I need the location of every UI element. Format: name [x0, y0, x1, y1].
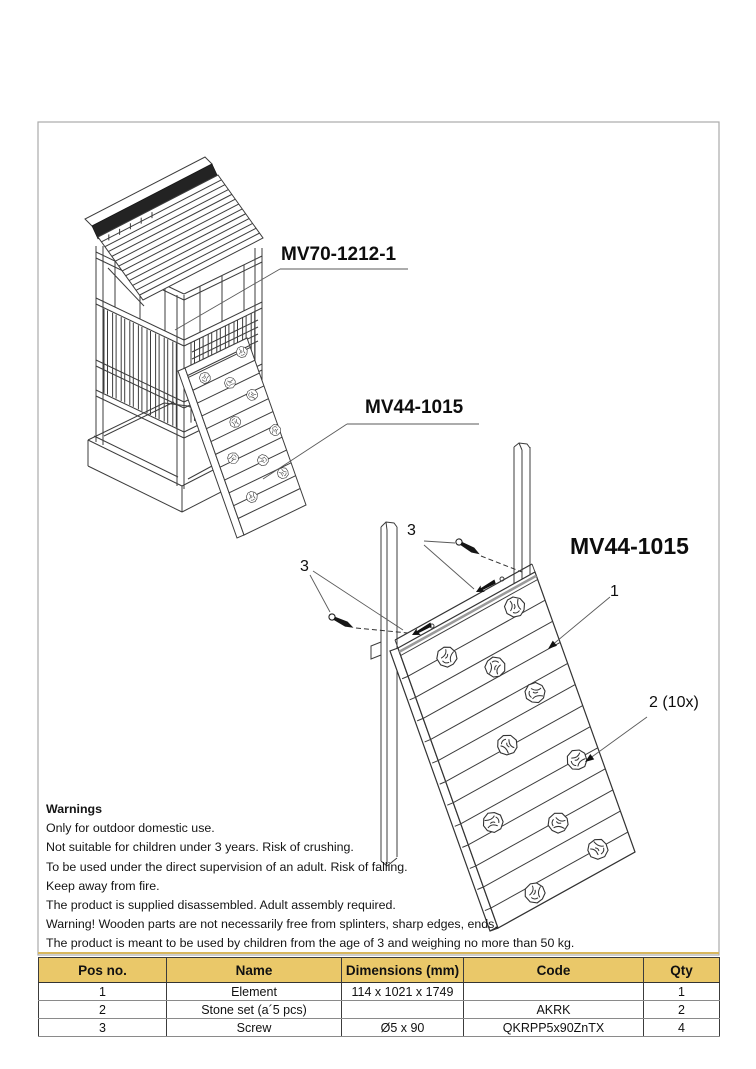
table-cell: Screw	[167, 1019, 342, 1037]
table-cell: 1	[644, 983, 720, 1001]
callout-1: 1	[610, 583, 619, 600]
post-cleat	[371, 642, 381, 659]
right-post	[514, 443, 530, 584]
warning-line: Only for outdoor domestic use.	[46, 821, 215, 836]
table-cell: 114 x 1021 x 1749	[342, 983, 464, 1001]
screw-icon	[474, 579, 497, 595]
screw-icon	[455, 538, 481, 557]
callout-3-left: 3	[300, 558, 309, 575]
tower-roof	[85, 157, 263, 300]
stone-icon	[525, 683, 545, 703]
screw-icon	[328, 613, 355, 631]
table-header-cell: Code	[464, 958, 644, 983]
warning-line: Warning! Wooden parts are not necessarily free from splinters, sharp edges, ends.	[46, 917, 498, 932]
attached-wall-model-label: MV44-1015	[365, 397, 464, 418]
table-header-cell: Qty	[644, 958, 720, 983]
callout-3-top: 3	[407, 522, 416, 539]
warning-line: The product is meant to be used by children from the age of 3 and weighing no more than 50 kg.	[46, 936, 575, 951]
callout-2-10x: 2 (10x)	[649, 694, 699, 711]
table-cell: QKRPP5x90ZnTX	[464, 1019, 644, 1037]
detail-title: MV44-1015	[570, 533, 689, 559]
parts-table	[38, 957, 720, 1037]
table-header-cell: Pos no.	[39, 958, 167, 983]
table-cell: Stone set (a´5 pcs)	[167, 1001, 342, 1019]
tower-climbing-ramp	[178, 338, 306, 538]
table-cell	[464, 983, 644, 1001]
tower-drawing	[85, 157, 306, 538]
stone-icon	[246, 492, 257, 503]
warning-line: Not suitable for children under 3 years. Risk of crushing.	[46, 840, 354, 855]
table-header-cell: Name	[167, 958, 342, 983]
warning-line: To be used under the direct supervision of an adult. Risk of falling.	[46, 859, 408, 874]
table-cell: Element	[167, 983, 342, 1001]
table-cell: 2	[644, 1001, 720, 1019]
warning-line: Keep away from fire.	[46, 878, 160, 893]
table-cell: AKRK	[464, 1001, 644, 1019]
table-cell: Ø5 x 90	[342, 1019, 464, 1037]
table-row	[39, 1019, 720, 1037]
table-accent-strip	[38, 952, 719, 954]
tower-model-label: MV70-1212-1	[281, 244, 397, 265]
table-cell: 4	[644, 1019, 720, 1037]
table-header-cell: Dimensions (mm)	[342, 958, 464, 983]
warning-line: The product is supplied disassembled. Adult assembly required.	[46, 898, 396, 913]
stone-icon	[236, 347, 247, 358]
stone-icon	[505, 597, 525, 617]
table-cell	[342, 1001, 464, 1019]
warnings-block	[46, 800, 575, 954]
warnings-title: Warnings	[46, 802, 102, 816]
table-cell: 3	[39, 1019, 167, 1037]
table-cell: 1	[39, 983, 167, 1001]
table-cell: 2	[39, 1001, 167, 1019]
table-row	[39, 1001, 720, 1019]
table-header-row	[39, 958, 720, 983]
table-row	[39, 983, 720, 1001]
